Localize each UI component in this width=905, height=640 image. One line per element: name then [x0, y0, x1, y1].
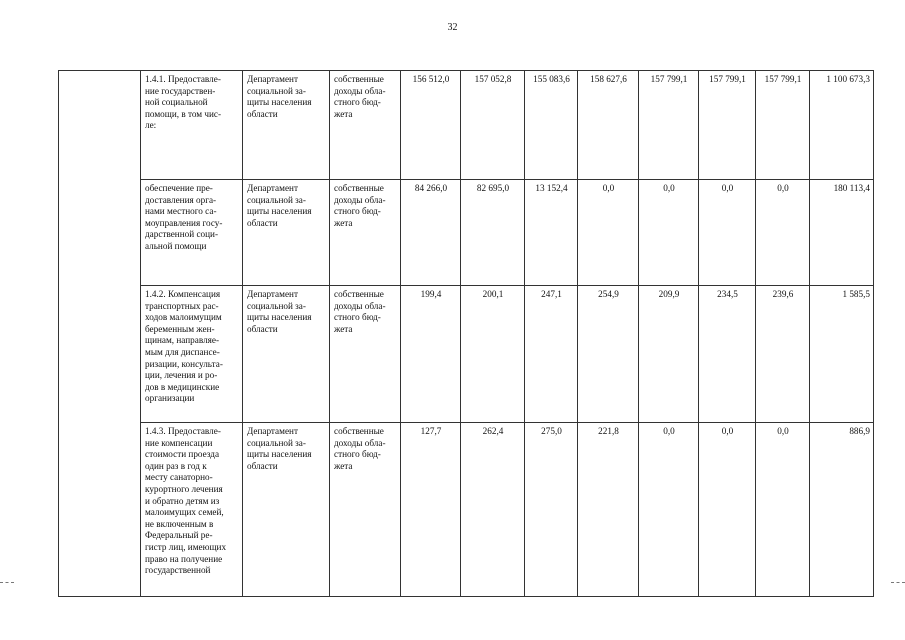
- year-value-cell: 157 799,1: [639, 71, 699, 180]
- year-value-cell: 127,7: [401, 423, 461, 597]
- budget-table: [58, 70, 874, 597]
- total-value-cell: 1 100 673,3: [810, 71, 874, 180]
- year-value-cell: 0,0: [756, 180, 810, 286]
- year-value-cell: 156 512,0: [401, 71, 461, 180]
- year-value-cell: 157 799,1: [756, 71, 810, 180]
- year-value-cell: 0,0: [639, 423, 699, 597]
- table-row: [59, 423, 874, 597]
- year-value-cell: 234,5: [699, 286, 756, 423]
- total-value-cell: 886,9: [810, 423, 874, 597]
- year-value-cell: 157 799,1: [699, 71, 756, 180]
- year-value-cell: 275,0: [525, 423, 578, 597]
- year-value-cell: 200,1: [461, 286, 525, 423]
- year-value-cell: 247,1: [525, 286, 578, 423]
- activity-name-cell: 1.4.2. Компенсация транспортных рас- ходов малоимущим беременным жен- щинам, направляе- мым для диспансе- ризации, консульта- ции, лечения и ро- дов в медицинские организации: [141, 286, 243, 423]
- year-value-cell: 221,8: [578, 423, 639, 597]
- year-value-cell: 158 627,6: [578, 71, 639, 180]
- table-row: [59, 71, 874, 180]
- year-value-cell: 262,4: [461, 423, 525, 597]
- total-value-cell: 180 113,4: [810, 180, 874, 286]
- right-margin-mark: [891, 582, 905, 583]
- year-value-cell: 239,6: [756, 286, 810, 423]
- executor-cell: Департамент социальной за- щиты населения области: [243, 423, 330, 597]
- year-value-cell: 254,9: [578, 286, 639, 423]
- year-value-cell: 0,0: [756, 423, 810, 597]
- year-value-cell: 84 266,0: [401, 180, 461, 286]
- table-row: [59, 286, 874, 423]
- funding-source-cell: собственные доходы обла- стного бюд- жета: [330, 286, 401, 423]
- table-body: [59, 71, 874, 597]
- funding-source-cell: собственные доходы обла- стного бюд- жета: [330, 423, 401, 597]
- year-value-cell: 209,9: [639, 286, 699, 423]
- executor-cell: Департамент социальной за- щиты населения области: [243, 180, 330, 286]
- year-value-cell: 155 083,6: [525, 71, 578, 180]
- year-value-cell: 0,0: [699, 180, 756, 286]
- funding-source-cell: собственные доходы обла- стного бюд- жета: [330, 71, 401, 180]
- year-value-cell: 13 152,4: [525, 180, 578, 286]
- year-value-cell: 82 695,0: [461, 180, 525, 286]
- year-value-cell: 0,0: [578, 180, 639, 286]
- executor-cell: Департамент социальной за- щиты населения области: [243, 71, 330, 180]
- year-value-cell: 157 052,8: [461, 71, 525, 180]
- year-value-cell: 0,0: [639, 180, 699, 286]
- executor-cell: Департамент социальной за- щиты населения области: [243, 286, 330, 423]
- activity-name-cell: обеспечение пре- доставления орга- нами местного са- моуправления госу- дарственной соци- альной помощи: [141, 180, 243, 286]
- number-column-cell: [59, 71, 141, 597]
- left-margin-mark: [0, 582, 14, 583]
- year-value-cell: 0,0: [699, 423, 756, 597]
- year-value-cell: 199,4: [401, 286, 461, 423]
- funding-source-cell: собственные доходы обла- стного бюд- жета: [330, 180, 401, 286]
- activity-name-cell: 1.4.1. Предоставле- ние государствен- ной социальной помощи, в том чис- ле:: [141, 71, 243, 180]
- page-number: 32: [447, 22, 458, 33]
- activity-name-cell: 1.4.3. Предоставле- ние компенсации стоимости проезда один раз в год к месту санаторно- курортного лечения и обратно детям из малоимущих семей, не включенным в Федеральный ре- гистр лиц, имеющих право на получение государственной: [141, 423, 243, 597]
- table-row: [59, 180, 874, 286]
- total-value-cell: 1 585,5: [810, 286, 874, 423]
